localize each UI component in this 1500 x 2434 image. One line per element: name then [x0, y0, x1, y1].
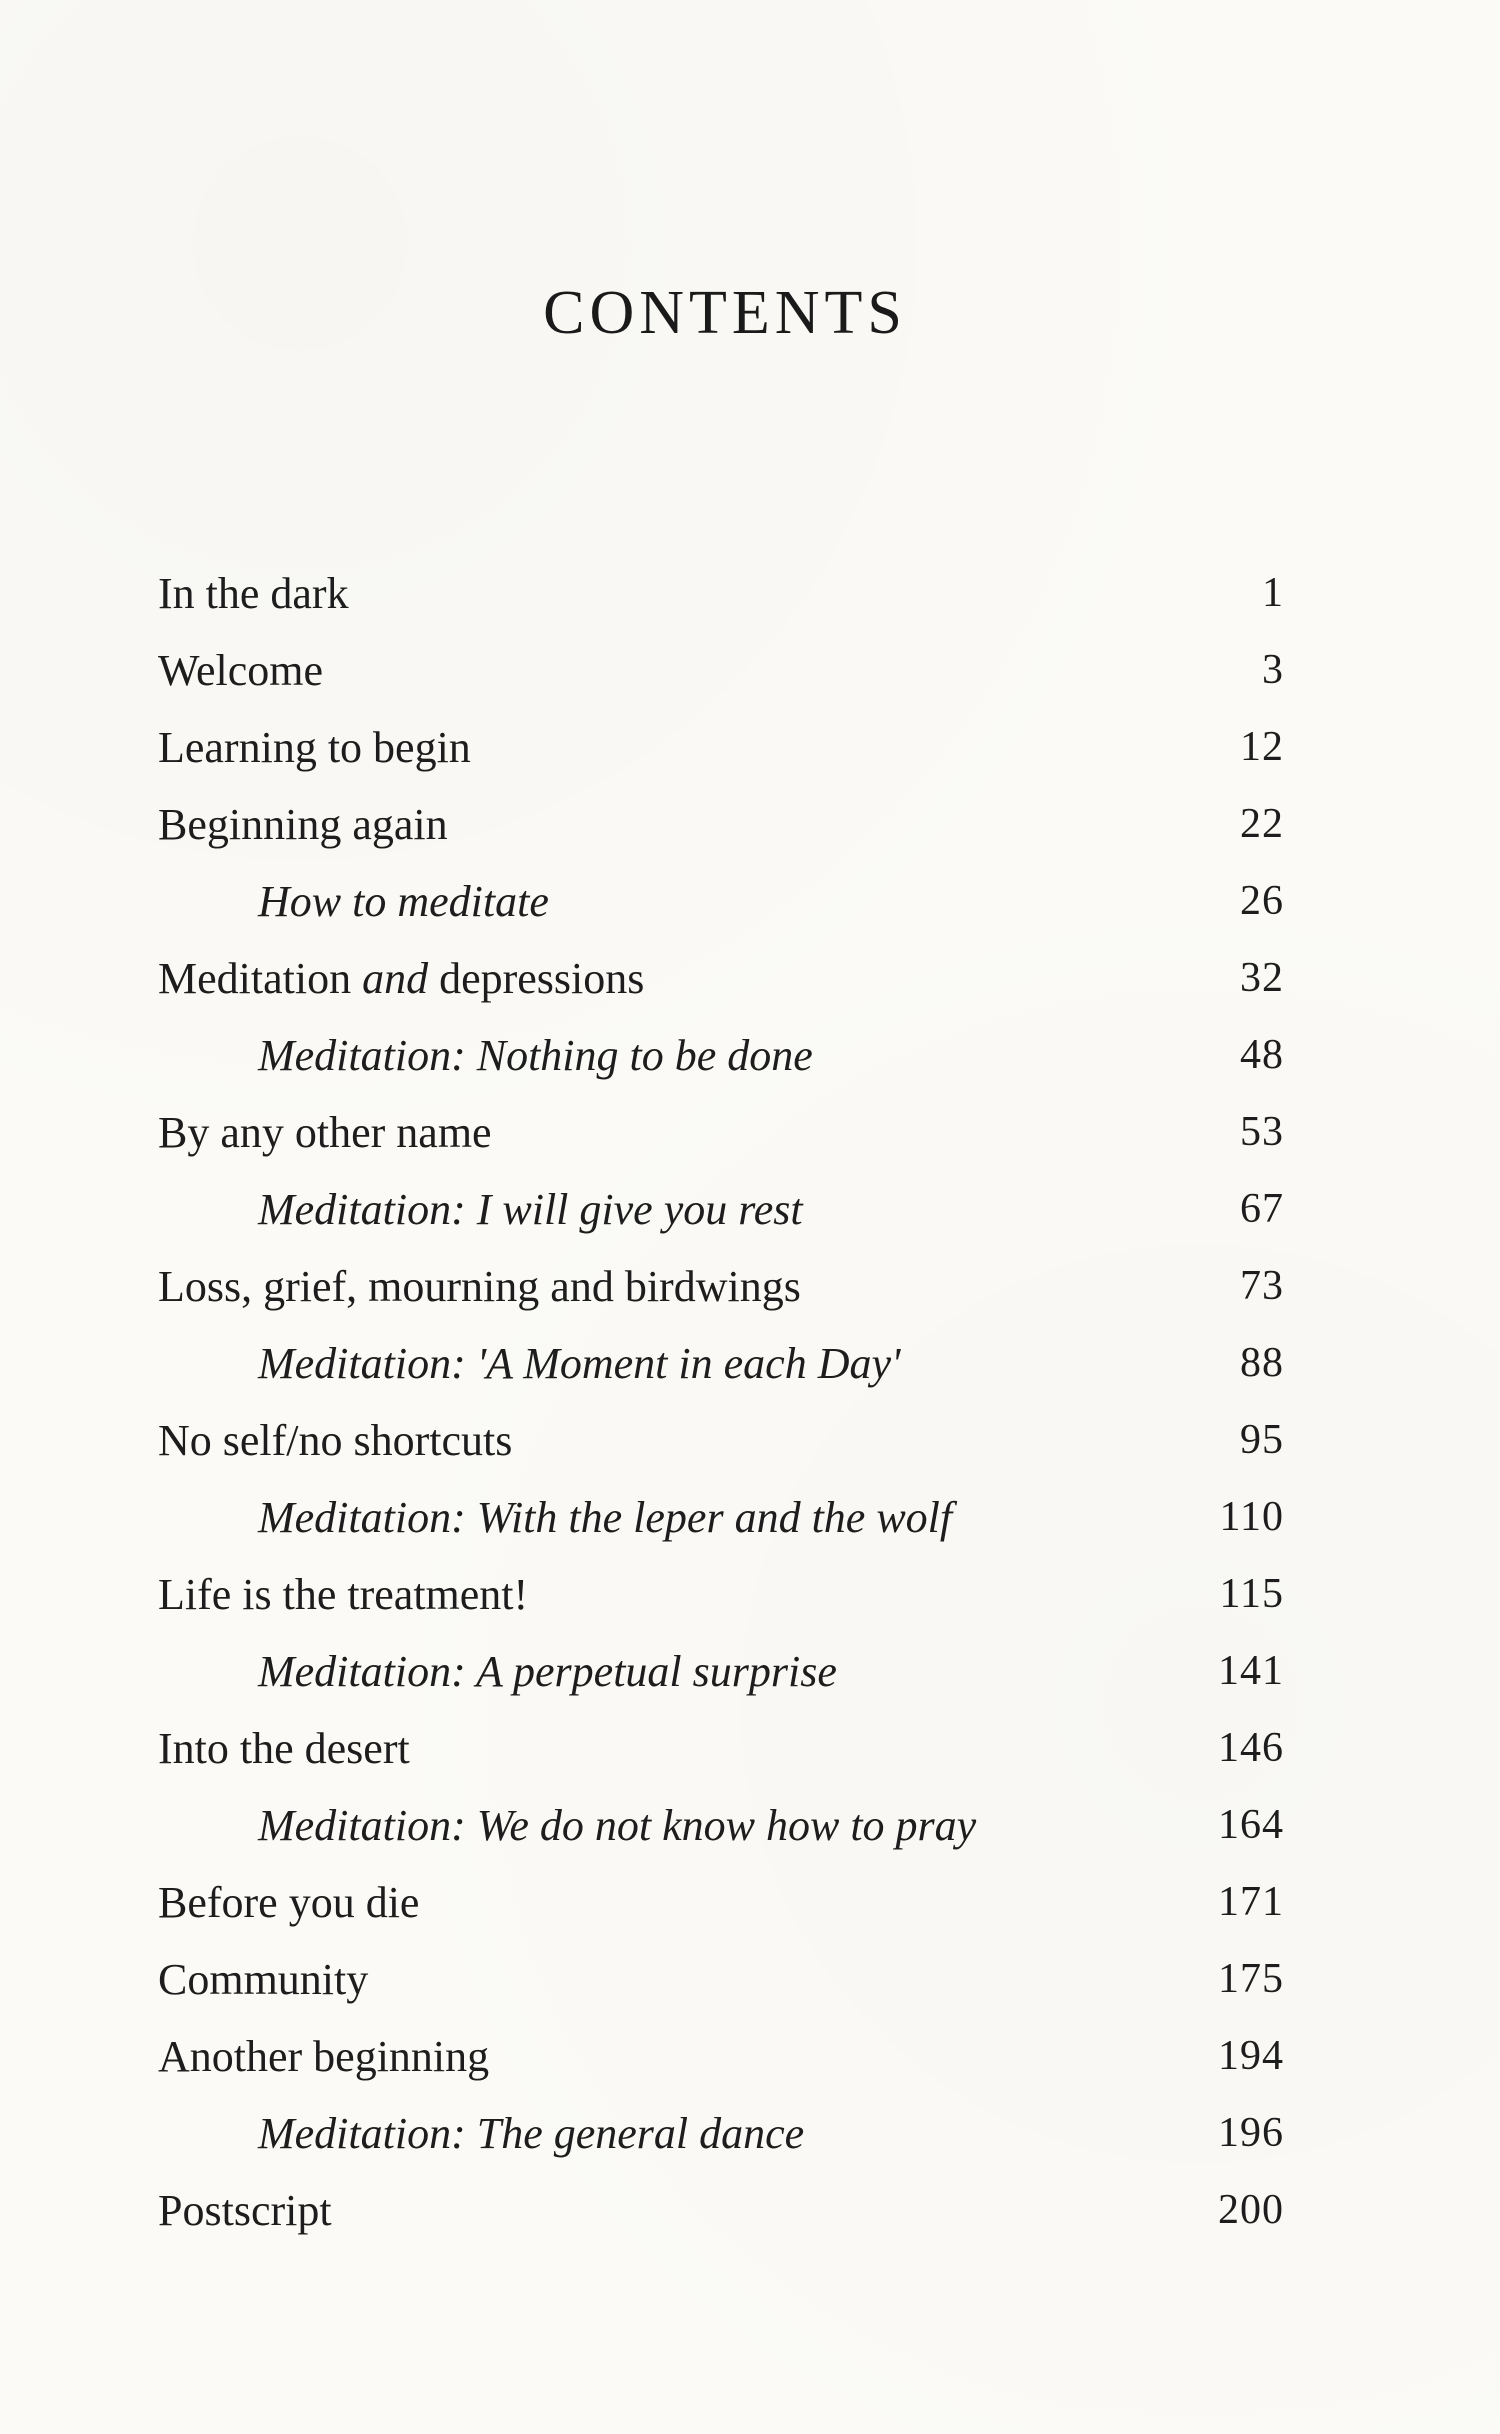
toc-subentry: [158, 1171, 1284, 1248]
toc-subentry: [158, 2095, 1284, 2172]
toc-subentry-title: Meditation: I will give you rest: [258, 1185, 803, 1234]
toc-subentry-title: How to meditate: [258, 877, 549, 926]
toc-entry-title: Into the desert: [158, 1724, 410, 1773]
toc-entry-page: 146: [1218, 1725, 1284, 1771]
toc-entry-title: Community: [158, 1955, 369, 2004]
toc-entry-page: 171: [1218, 1879, 1284, 1925]
toc-entry-page: 194: [1218, 2033, 1284, 2079]
toc-subentry: [158, 1633, 1284, 1710]
toc-entry-title: Postscript: [158, 2186, 332, 2235]
toc-entry-title: Learning to begin: [158, 723, 471, 772]
toc-entry-page: 22: [1240, 801, 1284, 847]
toc-subentry-page: 196: [1218, 2110, 1284, 2156]
toc-subentry: [158, 863, 1284, 940]
toc-subentry-title: Meditation: 'A Moment in each Day': [258, 1339, 901, 1388]
toc-entry-page: 12: [1240, 724, 1284, 770]
toc-subentry-title: Meditation: We do not know how to pray: [258, 1801, 977, 1850]
toc-entry: [158, 709, 1284, 786]
toc-entry-title-end: depressions: [428, 954, 645, 1003]
toc-entry-title: Before you die: [158, 1878, 420, 1927]
toc-entry-page: 53: [1240, 1109, 1284, 1155]
toc-entry: [158, 2172, 1284, 2249]
toc-entry: [158, 1710, 1284, 1787]
toc-subentry-title: Meditation: With the leper and the wolf: [258, 1493, 953, 1542]
toc-entry-title: Welcome: [158, 646, 324, 695]
toc-entry: [158, 1864, 1284, 1941]
toc-entry: [158, 2018, 1284, 2095]
toc-subentry-page: 26: [1240, 878, 1284, 924]
toc-entry: [158, 1248, 1284, 1325]
toc-entry: [158, 555, 1284, 632]
toc-subentry-title: Meditation: The general dance: [258, 2109, 805, 2158]
toc-entry-page: 3: [1262, 647, 1284, 693]
toc-subentry-page: 110: [1219, 1494, 1284, 1540]
page-title: CONTENTS: [543, 279, 907, 347]
toc-subentry-title: Meditation: A perpetual surprise: [258, 1647, 837, 1696]
toc-subentry-page: 164: [1218, 1802, 1284, 1848]
toc-subentry-page: 88: [1240, 1340, 1284, 1386]
toc-subentry-title: Meditation: Nothing to be done: [258, 1031, 813, 1080]
toc-subentry-page: 48: [1240, 1032, 1284, 1078]
toc-entry: [158, 940, 1284, 1017]
toc-subentry: [158, 1325, 1284, 1402]
toc-entry-title: In the dark: [158, 569, 349, 618]
toc-subentry: [158, 1479, 1284, 1556]
toc-entry-page: 200: [1218, 2187, 1284, 2233]
toc-entry-title: By any other name: [158, 1108, 492, 1157]
toc-entry-page: 32: [1240, 955, 1284, 1001]
toc-entry-title: Life is the treatment!: [158, 1570, 529, 1619]
toc-subentry-page: 141: [1218, 1648, 1284, 1694]
toc-entry-title-emphasis: and: [362, 954, 429, 1003]
toc-entry-title: Loss, grief, mourning and birdwings: [158, 1262, 801, 1311]
toc-entry: [158, 1402, 1284, 1479]
toc-entry-page: 73: [1240, 1263, 1284, 1309]
toc-entry-title: Another beginning: [158, 2032, 490, 2081]
toc-entry-title: No self/no shortcuts: [158, 1416, 513, 1465]
toc-subentry-page: 67: [1240, 1186, 1284, 1232]
toc-entry: [158, 786, 1284, 863]
toc-entry-page: 1: [1262, 570, 1284, 616]
toc-entry-page: 115: [1219, 1571, 1284, 1617]
toc-entry-title: Beginning again: [158, 800, 448, 849]
toc-entry-page: 175: [1218, 1956, 1284, 2002]
toc-subentry: [158, 1787, 1284, 1864]
toc-entry-page: 95: [1240, 1417, 1284, 1463]
toc-entry-title: [158, 940, 644, 1017]
table-of-contents: [158, 555, 1284, 2249]
toc-entry: [158, 1941, 1284, 2018]
toc-entry: [158, 1556, 1284, 1633]
toc-subentry: [158, 1017, 1284, 1094]
toc-entry-title-start: Meditation: [158, 954, 363, 1003]
toc-entry: [158, 632, 1284, 709]
toc-entry: [158, 1094, 1284, 1171]
